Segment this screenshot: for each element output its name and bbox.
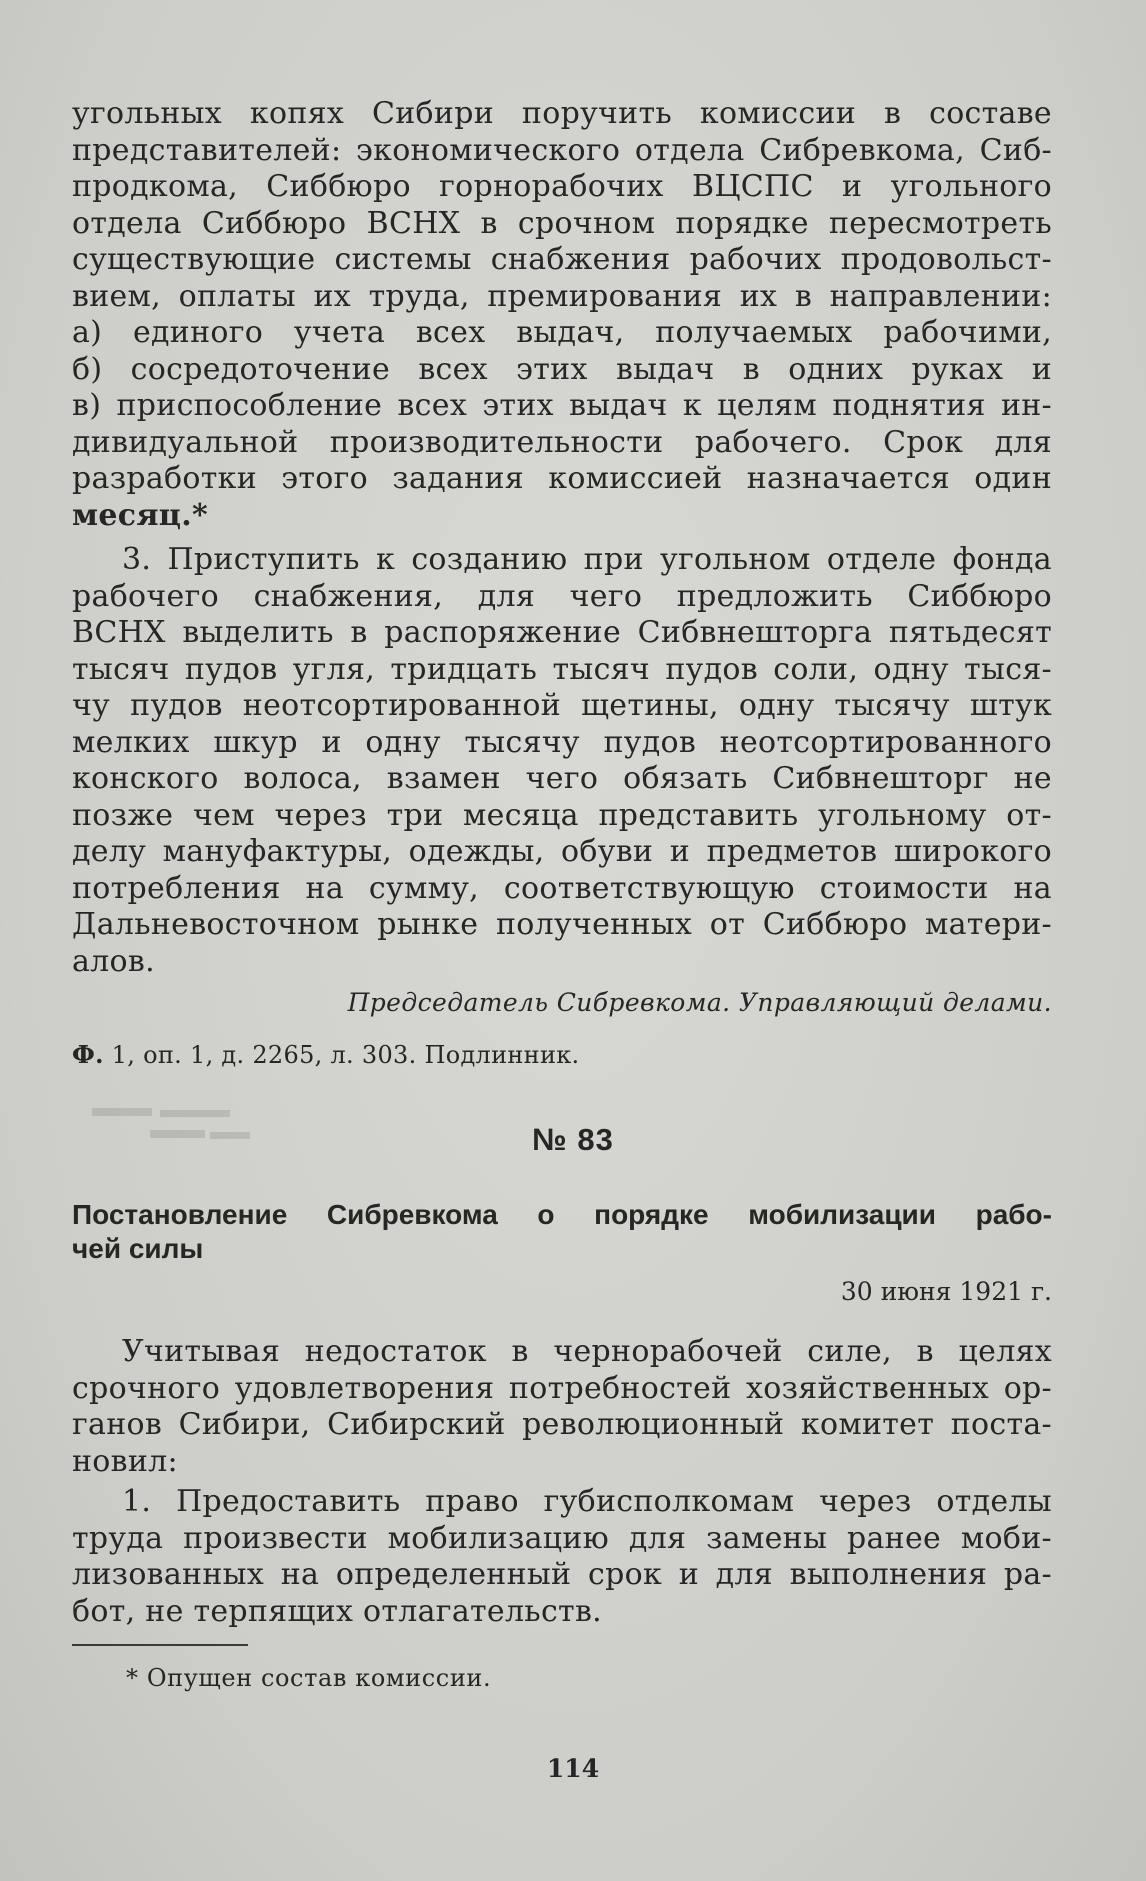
text-line: отдела Сиббюро ВСНХ в срочном порядке пересмотреть bbox=[72, 205, 1052, 241]
continuation-block bbox=[72, 96, 1052, 534]
archive-reference bbox=[72, 1040, 579, 1069]
footnote-divider bbox=[72, 1644, 248, 1646]
text-line: месяц.* bbox=[72, 497, 208, 533]
archive-text: 1, оп. 1, д. 2265, л. 303. Подлинник. bbox=[103, 1041, 580, 1069]
footnote: * Опущен состав комиссии. bbox=[126, 1664, 492, 1692]
continuation-paragraph bbox=[72, 96, 1052, 534]
text-line: угольных копях Сибири поручить комиссии в составе bbox=[72, 96, 1052, 131]
text-line: а) единого учета всех выдач, получаемых рабочими, bbox=[72, 315, 1052, 350]
text-line: труда произвести мобилизацию для замены ранее моби- bbox=[72, 1520, 1052, 1556]
text-line: чу пудов неотсортированной щетины, одну тысячу штук bbox=[72, 688, 1052, 723]
text-line: 1. Предоставить право губисполкомам через отделы bbox=[122, 1484, 1052, 1519]
preamble-paragraph bbox=[72, 1334, 1052, 1480]
text-line: Дальневосточном рынке полученных от Сиббюро матери- bbox=[72, 907, 1052, 942]
text-line: новил: bbox=[72, 1443, 178, 1479]
signature-line: Председатель Сибревкома. Управляющий делами. bbox=[347, 988, 1052, 1017]
item-3-block bbox=[72, 542, 1052, 980]
item-1-block bbox=[72, 1484, 1052, 1630]
text-line: дивидуальной производительности рабочего. Срок для bbox=[72, 424, 1052, 460]
text-line: существующие системы снабжения рабочих продовольст- bbox=[72, 242, 1052, 277]
title-line: Постановление Сибревкома о порядке мобилизации рабо- bbox=[72, 1199, 1052, 1230]
text-line: алов. bbox=[72, 943, 155, 979]
text-line: Учитывая недостаток в чернорабочей силе, в целях bbox=[122, 1334, 1052, 1369]
text-line: срочного удовлетворения потребностей хозяйственных ор- bbox=[72, 1370, 1052, 1406]
item-3-paragraph bbox=[72, 542, 1052, 980]
archive-prefix: Ф. bbox=[72, 1040, 104, 1069]
text-line: лизованных на определенный срок и для выполнения ра- bbox=[72, 1557, 1052, 1592]
text-line: конского волоса, взамен чего обязать Сибвнешторг не bbox=[72, 761, 1052, 796]
text-line: б) сосредоточение всех этих выдач в одних руках и bbox=[72, 351, 1052, 387]
preamble-block bbox=[72, 1334, 1052, 1480]
text-line: потребления на сумму, соответствующую стоимости на bbox=[72, 870, 1052, 906]
page-number: 114 bbox=[546, 1754, 600, 1783]
text-line: бот, не терпящих отлагательств. bbox=[72, 1593, 602, 1629]
item-1-paragraph bbox=[72, 1484, 1052, 1630]
text-line: рабочего снабжения, для чего предложить Сиббюро bbox=[72, 578, 1052, 614]
text-line: 3. Приступить к созданию при угольном отделе фонда bbox=[122, 542, 1052, 577]
title-line: чей силы bbox=[72, 1233, 204, 1264]
text-line: ганов Сибири, Сибирский революционный комитет поста- bbox=[72, 1407, 1052, 1442]
text-line: делу мануфактуры, одежды, обуви и предметов широкого bbox=[72, 834, 1052, 869]
text-line: представителей: экономического отдела Сибревкома, Сиб- bbox=[72, 132, 1052, 168]
text-line: вием, оплаты их труда, премирования их в направлении: bbox=[72, 278, 1052, 314]
text-line: разработки этого задания комиссией назначается один bbox=[72, 461, 1052, 496]
text-line: ВСНХ выделить в распоряжение Сибвнешторга пятьдесят bbox=[72, 615, 1052, 650]
document-date: 30 июня 1921 г. bbox=[840, 1277, 1052, 1306]
text-line: продкома, Сиббюро горнорабочих ВЦСПС и угольного bbox=[72, 169, 1052, 204]
document-number: № 83 bbox=[532, 1122, 614, 1157]
text-line: в) приспособление всех этих выдач к целям поднятия ин- bbox=[72, 388, 1052, 423]
document-title bbox=[72, 1198, 1052, 1266]
text-line: мелких шкур и одну тысячу пудов неотсортированного bbox=[72, 724, 1052, 760]
text-line: тысяч пудов угля, тридцать тысяч пудов соли, одну тыся- bbox=[72, 651, 1052, 687]
text-line: позже чем через три месяца представить угольному от- bbox=[72, 797, 1052, 833]
